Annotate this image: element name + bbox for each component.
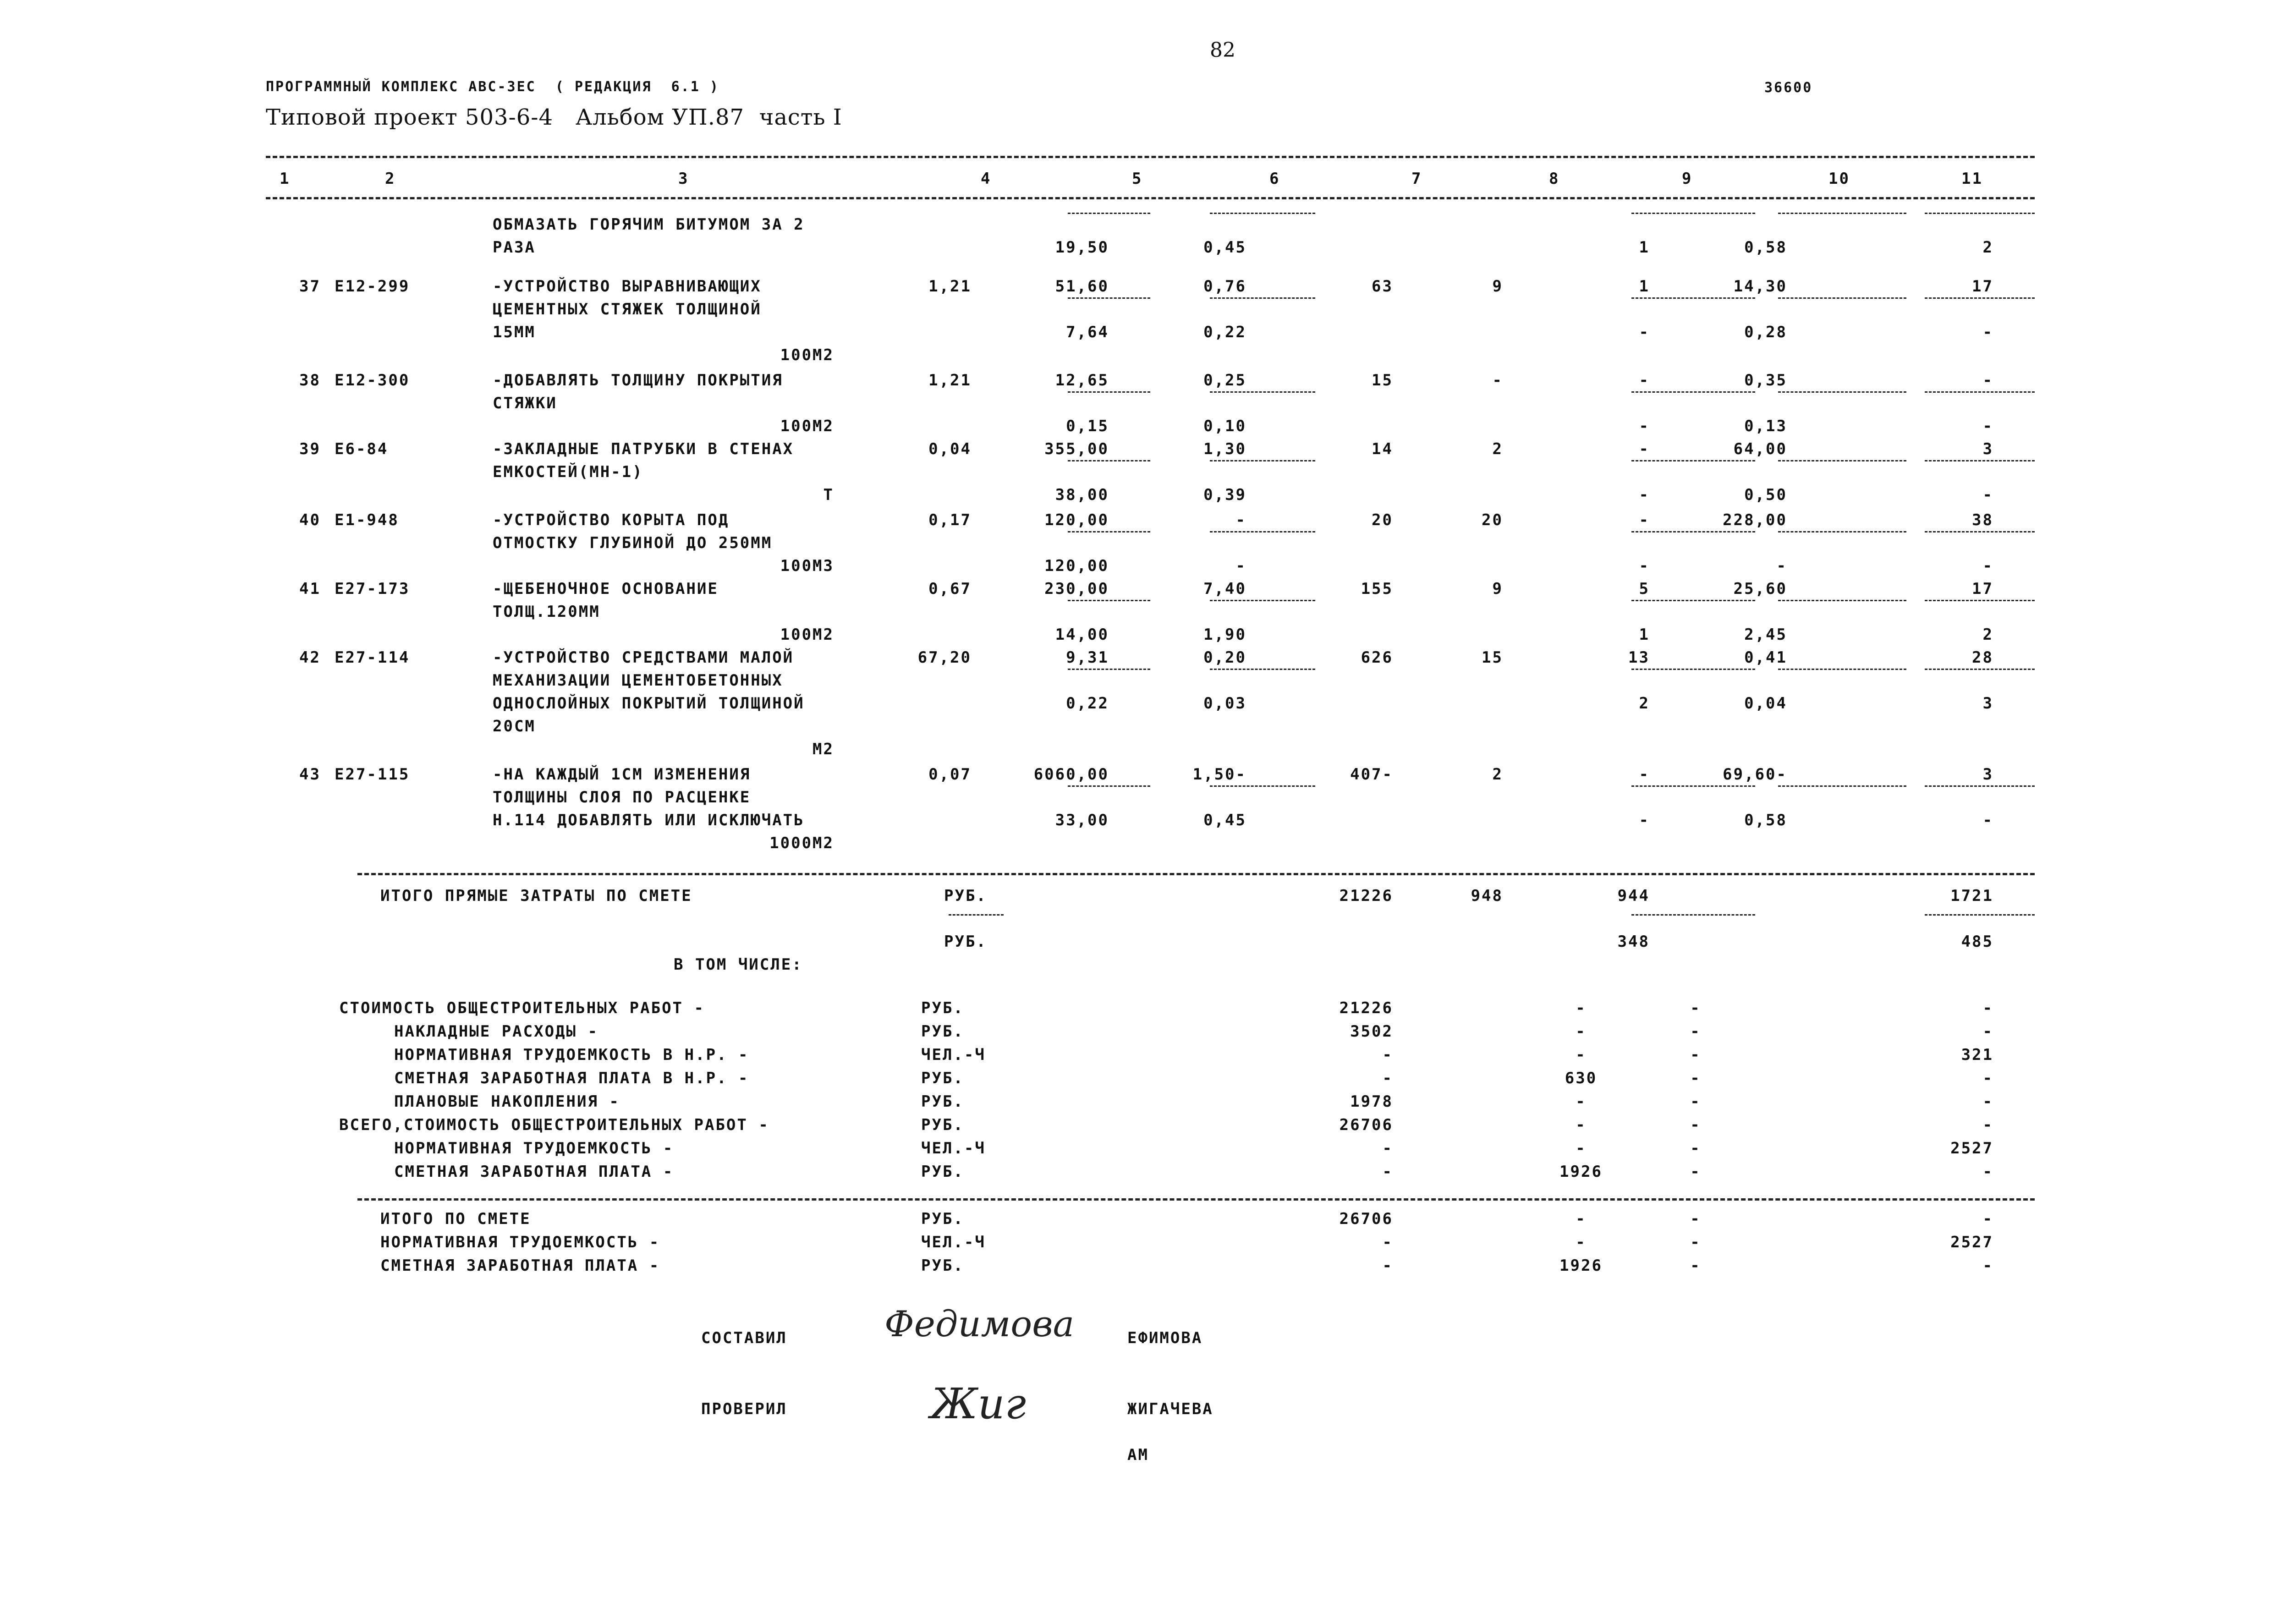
row-c7-value: 20 bbox=[1372, 511, 1393, 529]
breakdown-c7: - bbox=[1382, 1163, 1393, 1181]
breakdown-c8: - bbox=[1576, 1139, 1587, 1158]
row-c5-value: 120,00 bbox=[1044, 511, 1109, 529]
breakdown-c11: - bbox=[1982, 1163, 1993, 1181]
breakdown-unit: РУБ. bbox=[921, 999, 964, 1017]
row-c5-value: 0,15 bbox=[1066, 417, 1109, 435]
breakdown-c11: 2527 bbox=[1950, 1139, 1993, 1158]
breakdown-c7: 3502 bbox=[1350, 1022, 1393, 1041]
row-description: -УСТРОЙСТВО СРЕДСТВАМИ МАЛОЙ bbox=[493, 648, 794, 667]
row-c5-value: 0,22 bbox=[1066, 694, 1109, 713]
breakdown-c11: - bbox=[1982, 1092, 1993, 1111]
row-separator bbox=[1210, 531, 1315, 532]
breakdown-c8: 630 bbox=[1565, 1069, 1598, 1087]
breakdown-label: НАКЛАДНЫЕ РАСХОДЫ - bbox=[394, 1022, 598, 1041]
row-description: РАЗА bbox=[493, 238, 536, 257]
breakdown-c11: - bbox=[1982, 1022, 1993, 1041]
row-separator bbox=[1068, 785, 1150, 787]
row-c5-value: 19,50 bbox=[1055, 238, 1109, 257]
row-c10-value: 0,28 bbox=[1744, 323, 1787, 341]
row-description: -УСТРОЙСТВО ВЫРАВНИВАЮЩИХ bbox=[493, 277, 762, 296]
row-c6-value: 0,45 bbox=[1203, 811, 1246, 829]
row-c10-value: 0,50 bbox=[1744, 486, 1787, 504]
breakdown-c7: 21226 bbox=[1339, 999, 1393, 1017]
row-description: -НА КАЖДЫЙ 1СМ ИЗМЕНЕНИЯ bbox=[493, 765, 751, 784]
row-c10-value: 25,60 bbox=[1733, 580, 1787, 598]
row-quantity: 0,07 bbox=[928, 765, 972, 784]
totals-separator bbox=[1631, 914, 1755, 916]
compiled-name: ЕФИМОВА bbox=[1127, 1329, 1203, 1347]
grand-unit: ЧЕЛ.-Ч bbox=[921, 1233, 986, 1251]
row-separator bbox=[1925, 531, 2035, 532]
row-unit: 100М2 bbox=[780, 625, 834, 644]
project-title: Типовой проект 503-6-4 Альбом УП.87 часть I bbox=[266, 104, 842, 130]
row-c5-value: 355,00 bbox=[1044, 440, 1109, 458]
direct-costs-c7: 21226 bbox=[1339, 887, 1393, 905]
column-header-2: 2 bbox=[385, 170, 396, 188]
breakdown-c11: 321 bbox=[1961, 1046, 1993, 1064]
grand-c11: 2527 bbox=[1950, 1233, 1993, 1251]
row-c11-value: - bbox=[1982, 486, 1993, 504]
row-c5-value: 33,00 bbox=[1055, 811, 1109, 829]
breakdown-unit: РУБ. bbox=[921, 1069, 964, 1087]
breakdown-c7: 1978 bbox=[1350, 1092, 1393, 1111]
breakdown-label: НОРМАТИВНАЯ ТРУДОЕМКОСТЬ В Н.Р. - bbox=[394, 1046, 749, 1064]
totals-separator bbox=[949, 914, 1004, 916]
row-c7-value: 15 bbox=[1372, 371, 1393, 390]
grand-c8: - bbox=[1576, 1233, 1587, 1251]
row-c10-value: 69,60- bbox=[1723, 765, 1787, 784]
row-quantity: 0,17 bbox=[928, 511, 972, 529]
row-unit: 100М2 bbox=[780, 346, 834, 364]
breakdown-unit: РУБ. bbox=[921, 1022, 964, 1041]
row-c9-value: 1 bbox=[1639, 277, 1650, 296]
row-c8-value: 15 bbox=[1482, 648, 1503, 667]
breakdown-c9: - bbox=[1690, 1046, 1701, 1064]
row-unit: Т bbox=[823, 486, 834, 504]
row-description: 20СМ bbox=[493, 717, 536, 735]
grand-c8: - bbox=[1576, 1210, 1587, 1228]
breakdown-c11: - bbox=[1982, 1116, 1993, 1134]
row-unit: 100М3 bbox=[780, 557, 834, 575]
row-description: ТОЛЩИНЫ СЛОЯ ПО РАСЦЕНКЕ bbox=[493, 788, 751, 807]
row-c8-value: 9 bbox=[1492, 580, 1503, 598]
row-c9-value: 1 bbox=[1639, 238, 1650, 257]
row-separator bbox=[1210, 669, 1315, 670]
direct-costs-label: ИТОГО ПРЯМЫЕ ЗАТРАТЫ ПО СМЕТЕ bbox=[380, 887, 692, 905]
row-separator bbox=[1068, 391, 1150, 393]
row-quantity: 0,67 bbox=[928, 580, 972, 598]
row-c9-value: - bbox=[1639, 323, 1650, 341]
row-c10-value: 0,58 bbox=[1744, 811, 1787, 829]
row-c9-value: 2 bbox=[1639, 694, 1650, 713]
grand-c9: - bbox=[1690, 1233, 1701, 1251]
row-c9-value: 13 bbox=[1628, 648, 1650, 667]
breakdown-c9: - bbox=[1690, 1163, 1701, 1181]
breakdown-label: СМЕТНАЯ ЗАРАБОТНАЯ ПЛАТА - bbox=[394, 1163, 674, 1181]
row-c6-value: 0,76 bbox=[1203, 277, 1246, 296]
row-separator bbox=[1925, 669, 2035, 670]
row-separator bbox=[1631, 391, 1755, 393]
row-c9-value: - bbox=[1639, 811, 1650, 829]
row-c9-value: 5 bbox=[1639, 580, 1650, 598]
row-quantity: 1,21 bbox=[928, 371, 972, 390]
row-c7-value: 14 bbox=[1372, 440, 1393, 458]
breakdown-unit: РУБ. bbox=[921, 1163, 964, 1181]
row-description: ОДНОСЛОЙНЫХ ПОКРЫТИЙ ТОЛЩИНОЙ bbox=[493, 694, 805, 713]
row-unit: 100М2 bbox=[780, 417, 834, 435]
column-header-rule bbox=[266, 197, 2035, 199]
column-header-4: 4 bbox=[981, 170, 992, 188]
row-separator bbox=[1925, 213, 2035, 214]
row-c9-value: - bbox=[1639, 765, 1650, 784]
row-number: 41 bbox=[299, 580, 321, 598]
row-c5-value: 51,60 bbox=[1055, 277, 1109, 296]
grand-total-rule bbox=[357, 1198, 2035, 1201]
row-c7-value: 407- bbox=[1350, 765, 1393, 784]
row-separator bbox=[1068, 460, 1150, 461]
row-separator bbox=[1778, 297, 1906, 299]
row-c11-value: 3 bbox=[1982, 440, 1993, 458]
row-c6-value: 0,22 bbox=[1203, 323, 1246, 341]
row-quantity: 1,21 bbox=[928, 277, 972, 296]
row-separator bbox=[1778, 669, 1906, 670]
row-separator bbox=[1778, 460, 1906, 461]
row-c6-value: - bbox=[1235, 557, 1246, 575]
row-c11-value: 28 bbox=[1972, 648, 1993, 667]
row-separator bbox=[1210, 391, 1315, 393]
row-separator bbox=[1778, 531, 1906, 532]
row-c11-value: 17 bbox=[1972, 277, 1993, 296]
row-c9-value: - bbox=[1639, 371, 1650, 390]
breakdown-label: ВСЕГО,СТОИМОСТЬ ОБЩЕСТРОИТЕЛЬНЫХ РАБОТ - bbox=[339, 1116, 769, 1134]
row-separator bbox=[1210, 213, 1315, 214]
breakdown-unit: РУБ. bbox=[921, 1092, 964, 1111]
row-c11-value: 3 bbox=[1982, 765, 1993, 784]
subtotal-c9: 348 bbox=[1617, 933, 1650, 951]
row-separator bbox=[1068, 531, 1150, 532]
column-header-1: 1 bbox=[280, 170, 291, 188]
breakdown-c9: - bbox=[1690, 999, 1701, 1017]
row-c5-value: 230,00 bbox=[1044, 580, 1109, 598]
grand-c11: - bbox=[1982, 1256, 1993, 1275]
breakdown-c8: - bbox=[1576, 1046, 1587, 1064]
column-header-3: 3 bbox=[678, 170, 689, 188]
grand-c7: - bbox=[1382, 1256, 1393, 1275]
row-separator bbox=[1631, 531, 1755, 532]
row-unit: М2 bbox=[813, 740, 834, 758]
grand-label: НОРМАТИВНАЯ ТРУДОЕМКОСТЬ - bbox=[380, 1233, 660, 1251]
row-description: 15ММ bbox=[493, 323, 536, 341]
column-header-9: 9 bbox=[1682, 170, 1693, 188]
row-c10-value: 0,13 bbox=[1744, 417, 1787, 435]
row-c11-value: - bbox=[1982, 811, 1993, 829]
breakdown-c8: 1926 bbox=[1559, 1163, 1603, 1181]
row-description: ОБМАЗАТЬ ГОРЯЧИМ БИТУМОМ ЗА 2 bbox=[493, 215, 805, 234]
row-separator bbox=[1210, 297, 1315, 299]
breakdown-unit: ЧЕЛ.-Ч bbox=[921, 1139, 986, 1158]
row-c5-value: 9,31 bbox=[1066, 648, 1109, 667]
compiled-label: СОСТАВИЛ bbox=[701, 1329, 787, 1347]
row-separator bbox=[1925, 460, 2035, 461]
row-description: -ЩЕБЕНОЧНОЕ ОСНОВАНИЕ bbox=[493, 580, 719, 598]
row-c11-value: 3 bbox=[1982, 694, 1993, 713]
row-code: Е27-114 bbox=[335, 648, 410, 667]
grand-label: СМЕТНАЯ ЗАРАБОТНАЯ ПЛАТА - bbox=[380, 1256, 660, 1275]
row-code: Е6-84 bbox=[335, 440, 389, 458]
row-c6-value: - bbox=[1235, 511, 1246, 529]
grand-label: ИТОГО ПО СМЕТЕ bbox=[380, 1210, 531, 1228]
row-separator bbox=[1925, 391, 2035, 393]
breakdown-c7: 26706 bbox=[1339, 1116, 1393, 1134]
row-c10-value: 2,45 bbox=[1744, 625, 1787, 644]
row-c8-value: 9 bbox=[1492, 277, 1503, 296]
row-separator bbox=[1631, 785, 1755, 787]
row-description: ЦЕМЕНТНЫХ СТЯЖЕК ТОЛЩИНОЙ bbox=[493, 300, 762, 318]
row-description: МЕХАНИЗАЦИИ ЦЕМЕНТОБЕТОННЫХ bbox=[493, 671, 783, 690]
grand-c8: 1926 bbox=[1559, 1256, 1603, 1275]
document-code: 36600 bbox=[1764, 80, 1813, 96]
row-separator bbox=[1631, 297, 1755, 299]
row-number: 40 bbox=[299, 511, 321, 529]
initials: АМ bbox=[1127, 1446, 1149, 1464]
including-label: В ТОМ ЧИСЛЕ: bbox=[674, 955, 803, 974]
breakdown-c8: - bbox=[1576, 1022, 1587, 1041]
row-number: 37 bbox=[299, 277, 321, 296]
row-c11-value: - bbox=[1982, 371, 1993, 390]
row-description: ЕМКОСТЕЙ(МН-1) bbox=[493, 463, 643, 481]
row-separator bbox=[1778, 391, 1906, 393]
row-c8-value: - bbox=[1492, 371, 1503, 390]
row-c11-value: - bbox=[1982, 557, 1993, 575]
row-c6-value: 1,50- bbox=[1192, 765, 1246, 784]
row-c5-value: 120,00 bbox=[1044, 557, 1109, 575]
row-separator bbox=[1631, 600, 1755, 601]
row-c9-value: - bbox=[1639, 486, 1650, 504]
row-separator bbox=[1925, 297, 2035, 299]
grand-unit: РУБ. bbox=[921, 1256, 964, 1275]
row-c10-value: - bbox=[1776, 557, 1787, 575]
row-code: Е27-173 bbox=[335, 580, 410, 598]
row-number: 42 bbox=[299, 648, 321, 667]
row-c8-value: 2 bbox=[1492, 765, 1503, 784]
page-number: 82 bbox=[1210, 38, 1235, 62]
row-number: 38 bbox=[299, 371, 321, 390]
row-separator bbox=[1778, 600, 1906, 601]
grand-c7: - bbox=[1382, 1233, 1393, 1251]
column-header-8: 8 bbox=[1549, 170, 1560, 188]
row-separator bbox=[1631, 460, 1755, 461]
column-header-7: 7 bbox=[1411, 170, 1422, 188]
row-quantity: 67,20 bbox=[917, 648, 972, 667]
row-c6-value: 0,45 bbox=[1203, 238, 1246, 257]
row-c10-value: 0,04 bbox=[1744, 694, 1787, 713]
row-separator bbox=[1068, 213, 1150, 214]
row-separator bbox=[1631, 669, 1755, 670]
row-separator bbox=[1068, 600, 1150, 601]
row-c10-value: 0,58 bbox=[1744, 238, 1787, 257]
row-c9-value: 1 bbox=[1639, 625, 1650, 644]
row-c5-value: 14,00 bbox=[1055, 625, 1109, 644]
breakdown-c7: - bbox=[1382, 1046, 1393, 1064]
row-separator bbox=[1068, 297, 1150, 299]
breakdown-c9: - bbox=[1690, 1022, 1701, 1041]
table-top-rule bbox=[266, 156, 2035, 158]
checked-label: ПРОВЕРИЛ bbox=[701, 1400, 787, 1418]
subtotal-c11: 485 bbox=[1961, 933, 1993, 951]
breakdown-c8: - bbox=[1576, 1116, 1587, 1134]
direct-costs-c9: 944 bbox=[1617, 887, 1650, 905]
column-header-11: 11 bbox=[1961, 170, 1983, 188]
row-code: Е12-299 bbox=[335, 277, 410, 296]
row-c11-value: 2 bbox=[1982, 625, 1993, 644]
breakdown-c8: - bbox=[1576, 999, 1587, 1017]
row-c7-value: 155 bbox=[1361, 580, 1393, 598]
row-separator bbox=[1778, 213, 1906, 214]
breakdown-c8: - bbox=[1576, 1092, 1587, 1111]
grand-c9: - bbox=[1690, 1210, 1701, 1228]
breakdown-c7: - bbox=[1382, 1139, 1393, 1158]
row-c10-value: 0,41 bbox=[1744, 648, 1787, 667]
row-description: СТЯЖКИ bbox=[493, 394, 557, 412]
totals-separator bbox=[1925, 914, 2035, 916]
row-description: ТОЛЩ.120ММ bbox=[493, 603, 600, 621]
direct-costs-c8: 948 bbox=[1471, 887, 1503, 905]
row-description: -ЗАКЛАДНЫЕ ПАТРУБКИ В СТЕНАХ bbox=[493, 440, 794, 458]
row-c6-value: 0,10 bbox=[1203, 417, 1246, 435]
row-c5-value: 12,65 bbox=[1055, 371, 1109, 390]
row-c7-value: 626 bbox=[1361, 648, 1393, 667]
breakdown-c9: - bbox=[1690, 1092, 1701, 1111]
breakdown-c7: - bbox=[1382, 1069, 1393, 1087]
grand-c9: - bbox=[1690, 1256, 1701, 1275]
row-c11-value: 17 bbox=[1972, 580, 1993, 598]
breakdown-unit: ЧЕЛ.-Ч bbox=[921, 1046, 986, 1064]
row-c10-value: 0,35 bbox=[1744, 371, 1787, 390]
breakdown-c9: - bbox=[1690, 1139, 1701, 1158]
row-separator bbox=[1778, 785, 1906, 787]
row-c8-value: 2 bbox=[1492, 440, 1503, 458]
breakdown-c11: - bbox=[1982, 999, 1993, 1017]
row-c9-value: - bbox=[1639, 557, 1650, 575]
row-code: Е12-300 bbox=[335, 371, 410, 390]
row-c5-value: 38,00 bbox=[1055, 486, 1109, 504]
breakdown-c9: - bbox=[1690, 1116, 1701, 1134]
row-c6-value: 1,90 bbox=[1203, 625, 1246, 644]
row-code: Е27-115 bbox=[335, 765, 410, 784]
row-separator bbox=[1068, 669, 1150, 670]
row-c6-value: 1,30 bbox=[1203, 440, 1246, 458]
row-c10-value: 64,00 bbox=[1733, 440, 1787, 458]
column-header-6: 6 bbox=[1269, 170, 1280, 188]
row-description: ОТМОСТКУ ГЛУБИНОЙ ДО 250ММ bbox=[493, 534, 773, 552]
row-separator bbox=[1925, 600, 2035, 601]
row-c6-value: 0,20 bbox=[1203, 648, 1246, 667]
row-c10-value: 228,00 bbox=[1723, 511, 1787, 529]
row-quantity: 0,04 bbox=[928, 440, 972, 458]
direct-costs-unit: РУБ. bbox=[944, 887, 987, 905]
row-number: 39 bbox=[299, 440, 321, 458]
direct-costs-c11: 1721 bbox=[1950, 887, 1993, 905]
row-c6-value: 0,03 bbox=[1203, 694, 1246, 713]
row-c11-value: 2 bbox=[1982, 238, 1993, 257]
row-c6-value: 0,39 bbox=[1203, 486, 1246, 504]
checked-name: ЖИГАЧЕВА bbox=[1127, 1400, 1213, 1418]
row-c11-value: - bbox=[1982, 323, 1993, 341]
row-c10-value: 14,30 bbox=[1733, 277, 1787, 296]
row-number: 43 bbox=[299, 765, 321, 784]
row-description: -УСТРОЙСТВО КОРЫТА ПОД bbox=[493, 511, 730, 529]
row-c9-value: - bbox=[1639, 440, 1650, 458]
grand-unit: РУБ. bbox=[921, 1210, 964, 1228]
compiled-signature: Федимова bbox=[884, 1304, 1075, 1345]
subtotal-unit: РУБ. bbox=[944, 933, 987, 951]
row-c9-value: - bbox=[1639, 511, 1650, 529]
row-description: -ДОБАВЛЯТЬ ТОЛЩИНУ ПОКРЫТИЯ bbox=[493, 371, 783, 390]
breakdown-label: СТОИМОСТЬ ОБЩЕСТРОИТЕЛЬНЫХ РАБОТ - bbox=[339, 999, 705, 1017]
row-separator bbox=[1210, 460, 1315, 461]
program-header: ПРОГРАММНЫЙ КОМПЛЕКС АВС-ЗЕС ( РЕДАКЦИЯ 6.1 ) bbox=[266, 79, 719, 95]
row-separator bbox=[1210, 785, 1315, 787]
breakdown-unit: РУБ. bbox=[921, 1116, 964, 1134]
checked-signature: Жиг bbox=[930, 1379, 1027, 1428]
row-unit: 1000М2 bbox=[769, 834, 834, 852]
breakdown-c11: - bbox=[1982, 1069, 1993, 1087]
row-description: Н.114 ДОБАВЛЯТЬ ИЛИ ИСКЛЮЧАТЬ bbox=[493, 811, 805, 829]
grand-c11: - bbox=[1982, 1210, 1993, 1228]
grand-c7: 26706 bbox=[1339, 1210, 1393, 1228]
breakdown-label: НОРМАТИВНАЯ ТРУДОЕМКОСТЬ - bbox=[394, 1139, 674, 1158]
row-c7-value: 63 bbox=[1372, 277, 1393, 296]
row-c11-value: 38 bbox=[1972, 511, 1993, 529]
row-c9-value: - bbox=[1639, 417, 1650, 435]
row-separator bbox=[1631, 213, 1755, 214]
column-header-5: 5 bbox=[1132, 170, 1143, 188]
row-c6-value: 0,25 bbox=[1203, 371, 1246, 390]
row-c6-value: 7,40 bbox=[1203, 580, 1246, 598]
row-c5-value: 7,64 bbox=[1066, 323, 1109, 341]
totals-rule bbox=[357, 873, 2035, 875]
row-c8-value: 20 bbox=[1482, 511, 1503, 529]
column-header-10: 10 bbox=[1828, 170, 1850, 188]
row-code: Е1-948 bbox=[335, 511, 399, 529]
breakdown-c9: - bbox=[1690, 1069, 1701, 1087]
row-separator bbox=[1925, 785, 2035, 787]
row-c11-value: - bbox=[1982, 417, 1993, 435]
row-separator bbox=[1210, 600, 1315, 601]
row-c5-value: 6060,00 bbox=[1033, 765, 1109, 784]
breakdown-label: ПЛАНОВЫЕ НАКОПЛЕНИЯ - bbox=[394, 1092, 620, 1111]
breakdown-label: СМЕТНАЯ ЗАРАБОТНАЯ ПЛАТА В Н.Р. - bbox=[394, 1069, 749, 1087]
